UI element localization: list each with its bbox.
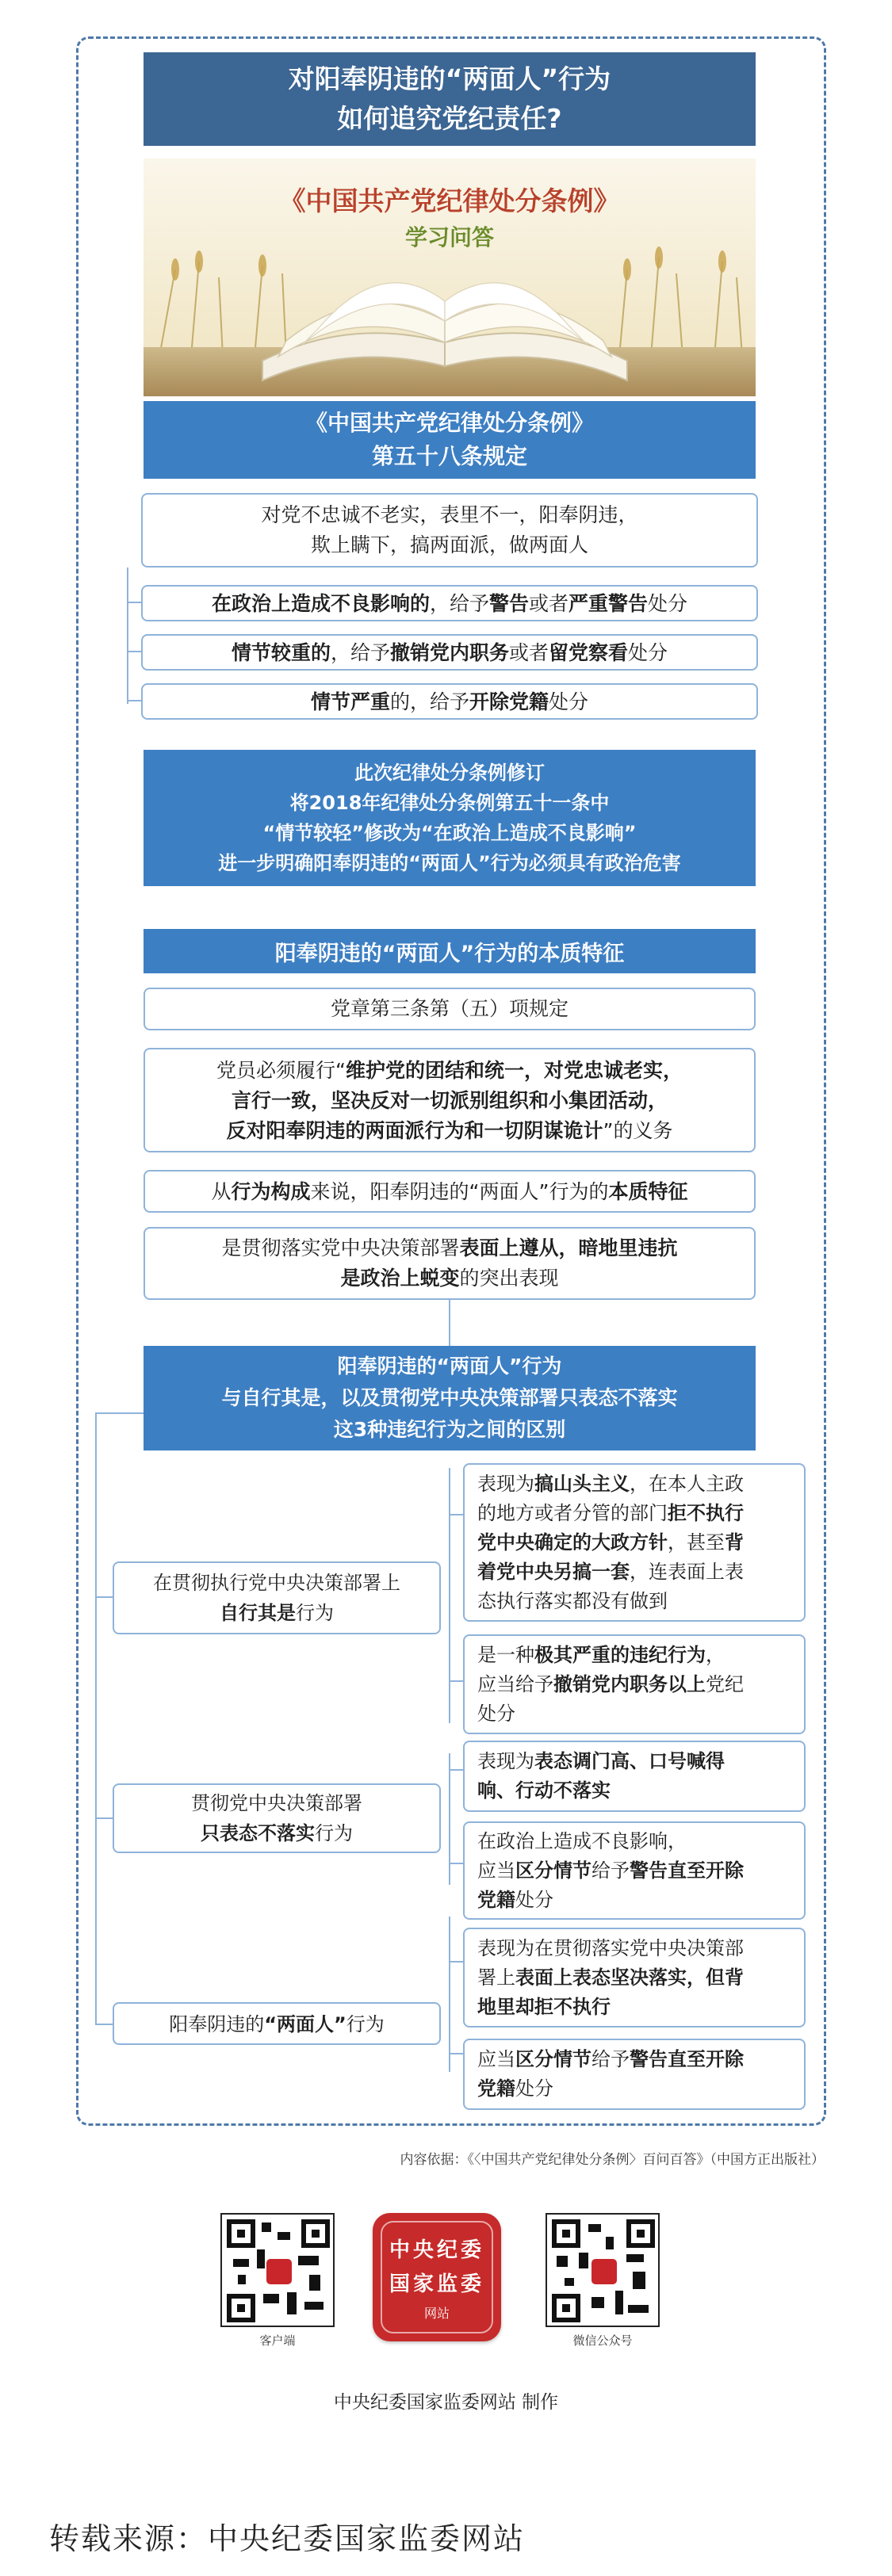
category1-text: 在贯彻执行党中央决策部署上 (153, 1572, 400, 1594)
cat1a-text: ，在本人主政 (630, 1472, 744, 1495)
qr-wechat-label: 微信公众号 (572, 2333, 633, 2348)
hero-subtitle: 学习问答 (404, 224, 494, 250)
manifest-text: 的突出表现 (459, 1267, 559, 1290)
revision-line4: 进一步明确阳奉阴违的“两面人”行为必须具有政治危害 (218, 852, 681, 874)
qr-code-client (220, 2213, 335, 2327)
category3-penalty (463, 2039, 806, 2110)
category-acting-arbitrarily (113, 1561, 441, 1634)
essence-manifestation (144, 1227, 756, 1300)
title-line-2: 如何追究党纪责任? (337, 103, 562, 134)
section-connector (449, 1300, 450, 1346)
revision-line3: “情节较轻”修改为“在政治上造成不良影响” (262, 822, 637, 844)
cat1a-text: 态执行落实都没有做到 (477, 1589, 668, 1612)
category1-text: 行为 (296, 1602, 334, 1624)
cat1a-text: 的地方或者分管的部门 (477, 1501, 668, 1524)
cat2b-text: 应当 (477, 1859, 515, 1882)
cat1a-text: 表现为 (477, 1472, 534, 1495)
cat1a-bold: 着党中央另搞一套 (477, 1560, 630, 1583)
category-only-lip-service (113, 1783, 441, 1853)
cat3a-bold: 地里却拒不执行 (477, 1995, 611, 2018)
ccdi-logo (373, 2213, 501, 2341)
difference-heading (144, 1346, 756, 1450)
cat2b-text: 给予 (591, 1859, 630, 1882)
rule1-condition: 在政治上造成不良影响的 (211, 592, 430, 615)
cat1b-text: 党纪 (706, 1672, 744, 1695)
cat2a-text: 表现为 (477, 1750, 534, 1772)
qr-code-wechat (546, 2213, 660, 2327)
cat1a-text: ，连表面上表 (630, 1560, 744, 1583)
category3-bold: “两面人” (264, 2013, 346, 2035)
rule2-text: 处分 (628, 641, 668, 664)
sub-branch (449, 1468, 450, 1723)
tree-trunk (95, 1412, 97, 2024)
duty-text: ”的义务 (603, 1119, 673, 1142)
rule3-text: 的，给予 (389, 690, 469, 713)
rules-connector (127, 700, 141, 701)
revision-line2: 将2018年纪律处分条例第五十一条中 (289, 792, 610, 814)
rule3-condition: 情节严重 (310, 690, 390, 713)
logo-line3: 网站 (423, 2305, 450, 2321)
cat1b-text: 应当给予 (477, 1672, 553, 1695)
category2-text: 贯彻党中央决策部署 (191, 1792, 362, 1814)
logo-border (381, 2221, 493, 2333)
sub-branch (449, 1753, 450, 1885)
cat2a-bold: 表态调门高、口号喊得 (534, 1750, 725, 1772)
cat2a-bold: 响、行动不落实 (477, 1779, 611, 1802)
cat1b-text: 是一种 (477, 1643, 534, 1666)
sub-branch (449, 1917, 450, 2072)
cat2b-text: 处分 (515, 1888, 553, 1911)
rule3-penalty: 开除党籍 (469, 690, 549, 713)
cat3a-bold: 表面上表态坚决落实，但背 (515, 1966, 744, 1989)
rule-serious (141, 634, 758, 671)
revision-note (144, 750, 756, 886)
article58-heading-line2: 第五十八条规定 (371, 443, 527, 469)
duty-bold: 维护党的团结和统一，对党忠诚老实， (345, 1059, 683, 1082)
cat3a-text: 署上 (477, 1966, 515, 1989)
category-two-faced (113, 2002, 441, 2045)
category3-manifestation (463, 1928, 806, 2028)
cat1a-bold: 党中央确定的大政方针 (477, 1531, 668, 1554)
title-banner (144, 52, 756, 146)
rule2-text: ，给予 (330, 641, 390, 664)
cat2b-bold: 区分情节 (515, 1859, 591, 1882)
cat1b-text: 处分 (477, 1702, 515, 1725)
revision-line1: 此次纪律处分条例修订 (354, 762, 545, 784)
rules-connector (127, 651, 141, 652)
rule-very-serious (141, 683, 758, 720)
cat1a-bold: 搞山头主义 (534, 1472, 630, 1495)
tree-branch (95, 1596, 113, 1598)
essence-text: 来说，阳奉阴违的“两面人”行为的 (310, 1180, 609, 1203)
cat3b-text: 处分 (515, 2077, 553, 2100)
hero-image (144, 159, 756, 396)
category1-penalty (463, 1634, 806, 1734)
rule-political-impact (141, 585, 758, 621)
sub-branch (449, 1680, 463, 1682)
essence-heading-text: 阳奉阴违的“两面人”行为的本质特征 (274, 941, 625, 966)
category2-manifestation (463, 1741, 806, 1812)
duty-text: 党员必须履行“ (216, 1059, 346, 1082)
cat1a-bold: 背 (725, 1531, 744, 1554)
charter-article-text: 党章第三条第（五）项规定 (330, 997, 569, 1020)
qr-client-label: 客户端 (259, 2333, 296, 2348)
category2-text: 行为 (315, 1822, 353, 1844)
article58-intro-line1: 对党不忠诚不老实，表里不一，阳奉阴违， (261, 503, 638, 526)
essence-statement (144, 1170, 756, 1213)
category1-manifestation (463, 1463, 806, 1622)
category3-text: 行为 (346, 2013, 385, 2035)
sub-branch (449, 2053, 463, 2054)
rule2-penalty-b: 留党察看 (549, 641, 629, 664)
manifest-bold: 表面上遵从，暗地里违抗 (459, 1236, 678, 1259)
cat3a-text: 表现为在贯彻落实党中央决策部 (477, 1936, 744, 1959)
logo-line1: 中央纪委 (389, 2238, 484, 2262)
difference-heading-line3: 这3种违纪行为之间的区别 (333, 1418, 566, 1441)
rule1-text: 或者 (529, 592, 569, 615)
essence-bold: 行为构成 (231, 1180, 311, 1203)
sub-branch (449, 1863, 463, 1864)
cat2b-text: 在政治上造成不良影响， (477, 1829, 687, 1852)
cat1a-text: ，甚至 (668, 1531, 725, 1554)
article58-intro-line2: 欺上瞒下，搞两面派，做两面人 (310, 533, 588, 556)
category3-text: 阳奉阴违的 (169, 2013, 265, 2035)
category1-bold: 自行其是 (220, 1602, 296, 1624)
duty-bold: 言行一致，坚决反对一切派别组织和小集团活动， (231, 1089, 668, 1112)
cat1b-text: ， (706, 1643, 725, 1666)
cat3b-bold: 区分情节 (515, 2048, 591, 2070)
sub-branch (449, 1769, 463, 1771)
duty-bold: 反对阳奉阴违的两面派行为和一切阴谋诡计 (226, 1119, 603, 1142)
difference-heading-line1: 阳奉阴违的“两面人”行为 (337, 1355, 562, 1378)
cat2b-bold: 党籍 (477, 1888, 515, 1911)
article58-intro (141, 493, 758, 568)
logo-line2: 国家监委 (389, 2272, 484, 2296)
article58-heading-line1: 《中国共产党纪律处分条例》 (304, 410, 594, 436)
rules-connector (127, 568, 128, 704)
cat1a-bold: 拒不执行 (668, 1501, 744, 1524)
rule2-condition: 情节较重的 (231, 641, 331, 664)
rule1-text: ，给予 (429, 592, 489, 615)
cat2b-bold: 警告直至开除 (630, 1859, 744, 1882)
manifest-bold: 是政治上蜕变 (340, 1267, 460, 1290)
cat3b-bold: 党籍 (477, 2077, 515, 2100)
rule2-penalty-a: 撤销党内职务 (389, 641, 509, 664)
charter-article (144, 988, 756, 1030)
member-duty (144, 1048, 756, 1152)
rule3-text: 处分 (549, 690, 589, 713)
source-note: 内容依据：《〈中国共产党纪律处分条例〉百问百答》（中国方正出版社） (400, 2152, 825, 2168)
essence-heading (144, 929, 756, 973)
essence-bold: 本质特征 (608, 1180, 688, 1203)
sub-branch (449, 1961, 463, 1963)
title-line-1: 对阳奉阴违的“两面人”行为 (288, 63, 611, 94)
article58-heading (144, 401, 756, 479)
tree-branch (95, 2024, 113, 2025)
tree-trunk (95, 1412, 144, 1414)
rule1-text: 处分 (648, 592, 688, 615)
tree-branch (95, 1817, 113, 1819)
repost-source: 转载来源：中央纪委国家监委网站 (49, 2521, 526, 2556)
cat3b-text: 应当 (477, 2048, 515, 2070)
category2-penalty (463, 1821, 806, 1920)
cat3b-bold: 警告直至开除 (630, 2048, 744, 2070)
hero-title: 《中国共产党纪律处分条例》 (279, 185, 620, 216)
cat1b-bold: 极其严重的违纪行为 (534, 1643, 706, 1666)
manifest-text: 是贯彻落实党中央决策部署 (221, 1236, 460, 1259)
sub-branch (449, 1514, 463, 1515)
rule2-text: 或者 (509, 641, 549, 664)
producer-credit: 中央纪委国家监委网站 制作 (333, 2392, 559, 2413)
difference-heading-line2: 与自行其是，以及贯彻党中央决策部署只表态不落实 (221, 1386, 678, 1409)
rules-connector (127, 602, 141, 603)
rule1-penalty-a: 警告 (488, 592, 529, 615)
cat3b-text: 给予 (591, 2048, 630, 2070)
essence-text: 从 (211, 1180, 232, 1203)
rule1-penalty-b: 严重警告 (569, 592, 649, 615)
category2-bold: 只表态不落实 (201, 1822, 315, 1844)
cat1b-bold: 撤销党内职务以上 (553, 1672, 706, 1695)
